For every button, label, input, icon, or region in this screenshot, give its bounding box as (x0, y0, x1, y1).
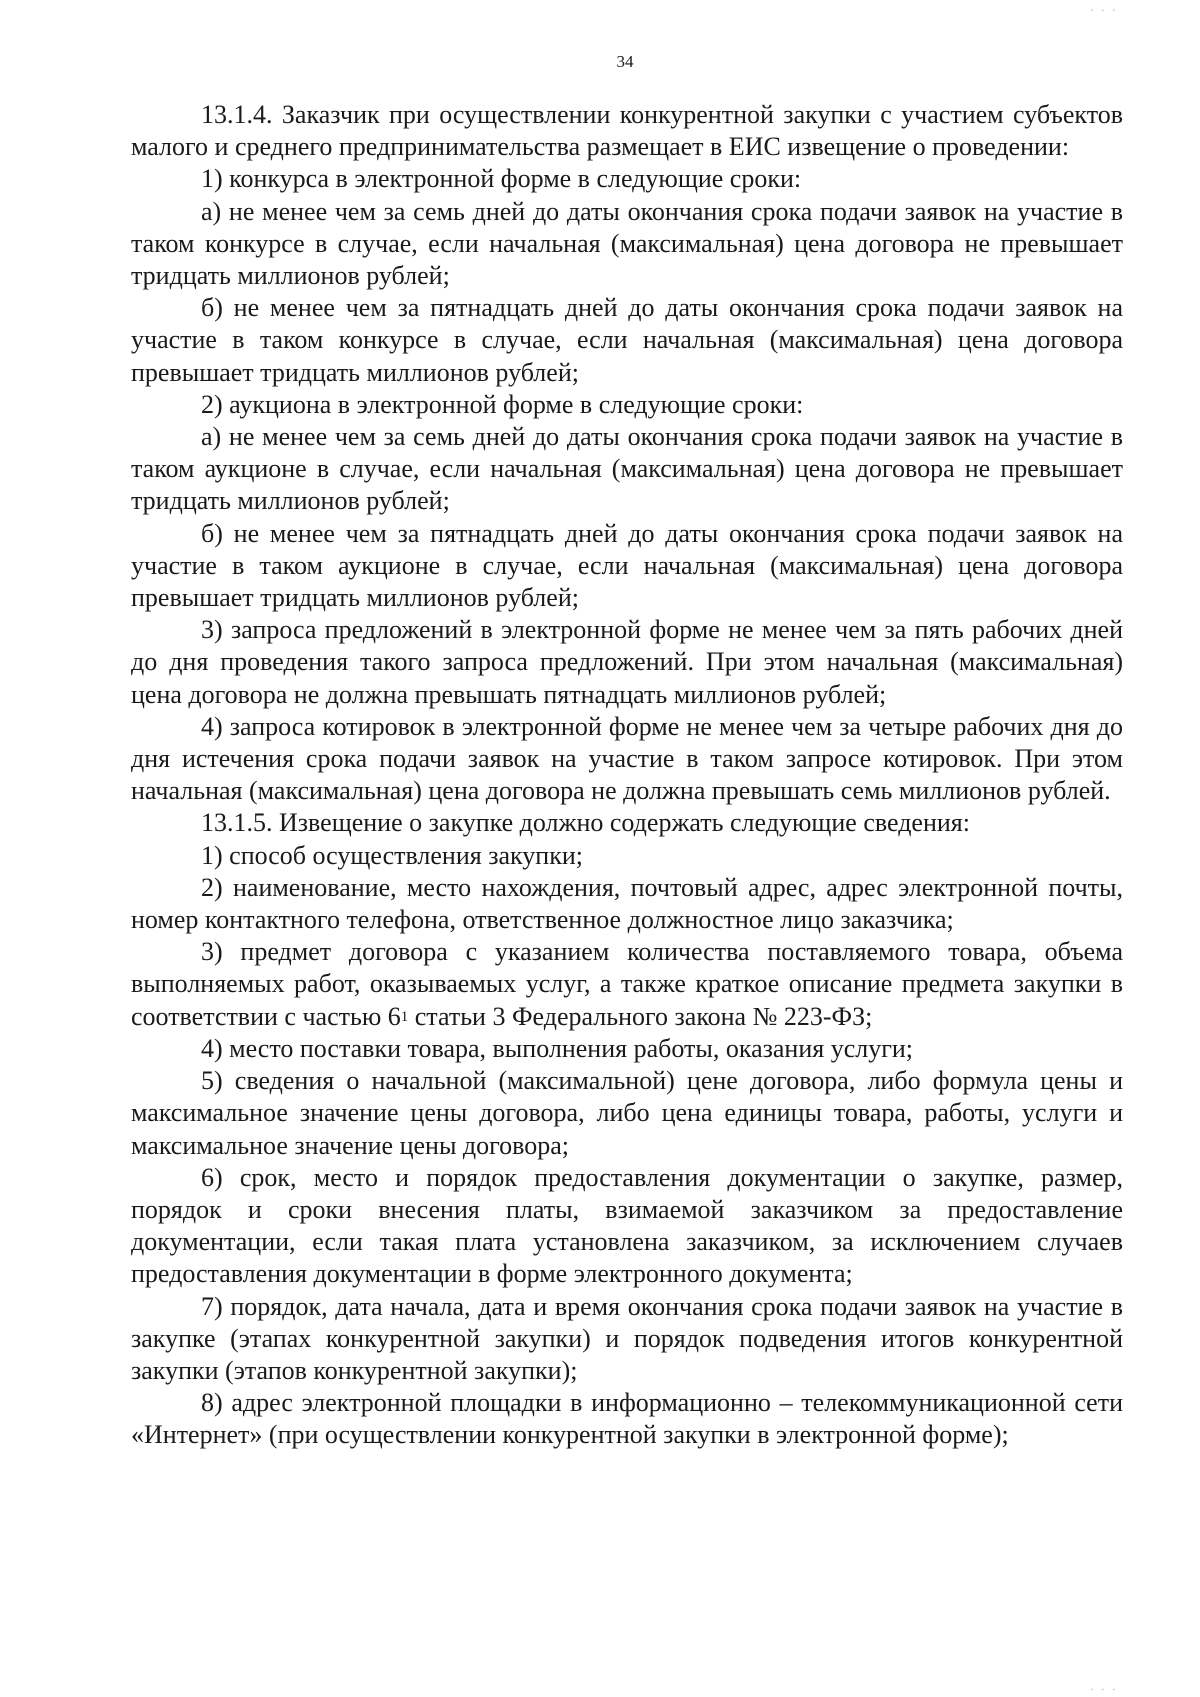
list-item: б) не менее чем за пятнадцать дней до даты окончания срока подачи заявок на участие в таком аукционе в случае, если начальная (максимальная) цена договора превышает тридцать миллионов рублей; (131, 518, 1123, 613)
list-item: а) не менее чем за семь дней до даты окончания срока подачи заявок на участие в таком аукционе в случае, если начальная (максимальная) цена договора не превышает тридцать миллионов рублей; (131, 422, 1123, 516)
scan-artifact: · · · (1090, 4, 1118, 17)
list-item: 5) сведения о начальной (максимальной) цене договора, либо формула цены и максимальное значение цены договора, либо цена единицы товара, работы, услуги и максимальное значение цены договора; (131, 1066, 1123, 1160)
list-item: 4) место поставки товара, выполнения работы, оказания услуги; (201, 1033, 914, 1063)
list-item: 3) запроса предложений в электронной форме не менее чем за пять рабочих дней до дня проведения такого запроса предложений. При этом начальная (максимальная) цена договора не должна превышать пятнадцать миллионов рублей; (131, 615, 1123, 709)
page-number: 34 (616, 52, 634, 71)
list-item: 6) срок, место и порядок предоставления документации о закупке, размер, порядок и сроки внесения платы, взимаемой заказчиком за предоставление документации, если такая плата установлена заказчиком, за исключением случаев предоставления документации в форме электронного документа; (131, 1162, 1123, 1289)
paragraph-13-1-4: 13.1.4. Заказчик при осуществлении конкурентной закупки с участием субъектов малого и среднего предпринимательства размещает в ЕИС извещение о проведении: (131, 100, 1123, 162)
list-item-text: статьи 3 Федерального закона № 223-ФЗ; (408, 1001, 873, 1031)
list-item (131, 936, 1123, 1033)
document-body (131, 99, 1123, 1452)
list-item: 7) порядок, дата начала, дата и время окончания срока подачи заявок на участие в закупке (этапах конкурентной закупки) и порядок подведения итогов конкурентной закупки (этапов конкурентной закупки); (131, 1291, 1123, 1385)
list-item: 8) адрес электронной площадки в информационно – телекоммуникационной сети «Интернет» (при осуществлении конкурентной закупки в электронной форме); (131, 1388, 1123, 1450)
list-item: б) не менее чем за пятнадцать дней до даты окончания срока подачи заявок на участие в таком конкурсе в случае, если начальная (максимальная) цена договора превышает тридцать миллионов рублей; (131, 293, 1123, 387)
superscript: 1 (400, 1008, 409, 1025)
list-item-text: 3) предмет договора с указанием количества поставляемого товара, объема выполняемых работ, оказываемых услуг, а также краткое описание предмета закупки в соответствии с частью 6 (131, 937, 1123, 1031)
list-item: 4) запроса котировок в электронной форме не менее чем за четыре рабочих дня до дня истечения срока подачи заявок на участие в таком запросе котировок. При этом начальная (максимальная) цена договора не должна превышать семь миллионов рублей. (131, 711, 1123, 806)
list-item: а) не менее чем за семь дней до даты окончания срока подачи заявок на участие в таком конкурсе в случае, если начальная (максимальная) цена договора не превышает тридцать миллионов рублей; (131, 196, 1123, 291)
list-item: 2) наименование, место нахождения, почтовый адрес, адрес электронной почты, номер контактного телефона, ответственное должностное лицо заказчика; (131, 872, 1123, 935)
list-item: 1) способ осуществления закупки; (201, 840, 583, 870)
list-item: 2) аукциона в электронной форме в следующие сроки: (201, 389, 804, 419)
paragraph-13-1-5: 13.1.5. Извещение о закупке должно содержать следующие сведения: (201, 808, 970, 838)
scan-artifact: · · · (1090, 1683, 1118, 1696)
list-item: 1) конкурса в электронной форме в следующие сроки: (201, 164, 802, 194)
